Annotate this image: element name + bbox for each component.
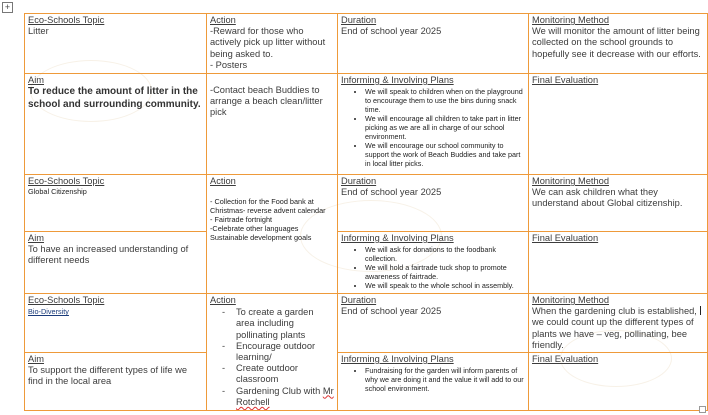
litter-evaluation-cell[interactable] [529, 74, 708, 175]
aim-value: To reduce the amount of litter in the school and surrounding community. [28, 86, 201, 110]
plans-list [341, 87, 525, 168]
monitoring-value: We will monitor the amount of litter being collected on the school grounds to hopefully see it decrease with our efforts. [532, 26, 701, 59]
evaluation-label: Final Evaluation [532, 75, 599, 85]
litter-duration-cell[interactable] [338, 14, 529, 74]
biodiversity-action-cell[interactable] [207, 294, 338, 411]
action-list-item: - Encourage outdoor learning/ [236, 341, 334, 363]
plans-list-item: • We will speak to the whole school in assembly. [365, 281, 525, 290]
topic-value-link[interactable]: Bio-Diversity [28, 307, 69, 317]
topic-value: Global Citizenship [28, 187, 87, 197]
action-list-item: - Create outdoor classroom [236, 363, 334, 385]
global-action-cell[interactable] [207, 175, 338, 294]
global-plans-cell[interactable] [338, 232, 529, 294]
litter-monitoring-cell[interactable] [529, 14, 708, 74]
action-line: Sustainable development goals [210, 233, 312, 243]
plans-list-item: • We will encourage all children to take part in litter picking as we are all in charge of our school environment. [365, 114, 525, 141]
plans-list-item: • We will speak to children when on the playground to encourage them to use the bins during snack time. [365, 87, 525, 114]
topic-label: Eco-Schools Topic [28, 295, 105, 305]
plans-list [341, 245, 525, 290]
evaluation-label: Final Evaluation [532, 354, 599, 365]
aim-label: Aim [28, 233, 45, 243]
action-line: - Fairtrade fortnight [210, 215, 273, 225]
duration-label: Duration [341, 15, 377, 25]
plans-list-item: • We will encourage our school community to support the work of Beach Buddies and take part in local litter picks. [365, 141, 525, 168]
biodiversity-duration-cell[interactable] [338, 294, 529, 353]
action-line: -Contact beach Buddies to arrange a beach clean/litter pick [210, 85, 323, 118]
duration-value: End of school year 2025 [341, 306, 442, 317]
monitoring-text-a: When the gardening club is established, [532, 306, 700, 317]
duration-value: End of school year 2025 [341, 187, 442, 198]
topic-value: Litter [28, 26, 49, 37]
biodiversity-aim-cell[interactable] [25, 353, 207, 411]
litter-topic-cell[interactable] [25, 14, 207, 74]
action-list-item [236, 386, 334, 408]
action-line: - Posters [210, 59, 248, 70]
litter-aim-cell[interactable] [25, 74, 207, 175]
plans-label: Informing & Involving Plans [341, 75, 454, 85]
eco-schools-action-plan-table [24, 13, 708, 411]
global-topic-cell[interactable] [25, 175, 207, 232]
plans-list [341, 366, 525, 393]
monitoring-text-b: we could count up the different types of plants we have – veg, pollinating, bee friendly. [532, 317, 694, 350]
biodiversity-evaluation-cell[interactable] [529, 353, 708, 411]
aim-value: To support the different types of life we find in the local area [28, 365, 188, 387]
plans-list-item: • Fundraising for the garden will inform parents of why we are doing it and the value it will add to our school environment. [365, 366, 525, 393]
table-move-handle-icon[interactable]: + [2, 2, 13, 13]
aim-label: Aim [28, 354, 45, 365]
action-label: Action [210, 176, 236, 186]
plans-label: Informing & Involving Plans [341, 233, 454, 243]
litter-action-lower-cell[interactable] [207, 74, 338, 175]
action-label: Action [210, 295, 236, 305]
action-line: - Collection for the Food bank at Christmas- reverse advent calendar [210, 197, 326, 216]
plans-list-item: • We will ask for donations to the foodbank collection. [365, 245, 525, 263]
biodiversity-plans-cell[interactable] [338, 353, 529, 411]
action-line: -Celebrate other languages [210, 224, 299, 234]
action-line: -Reward for those who actively pick up litter without being asked to. [210, 26, 326, 59]
monitoring-value: We can ask children what they understand about Global citizenship. [532, 187, 683, 209]
duration-value: End of school year 2025 [341, 26, 442, 37]
monitoring-label: Monitoring Method [532, 176, 609, 186]
plans-label: Informing & Involving Plans [341, 354, 454, 365]
biodiversity-topic-cell[interactable] [25, 294, 207, 353]
aim-label: Aim [28, 75, 45, 85]
monitoring-label: Monitoring Method [532, 295, 609, 305]
table-resize-handle[interactable] [699, 406, 706, 413]
duration-label: Duration [341, 176, 377, 186]
litter-plans-cell[interactable] [338, 74, 529, 175]
global-evaluation-cell[interactable] [529, 232, 708, 294]
monitoring-value [532, 306, 704, 351]
global-duration-cell[interactable] [338, 175, 529, 232]
global-monitoring-cell[interactable] [529, 175, 708, 232]
action-label: Action [210, 15, 236, 25]
biodiversity-monitoring-cell[interactable] [529, 294, 708, 353]
litter-action-cell[interactable] [207, 14, 338, 74]
action-list-item: - To create a garden area including pollinating plants [236, 307, 334, 341]
text-cursor [700, 306, 701, 315]
action-list [210, 307, 334, 408]
evaluation-label: Final Evaluation [532, 233, 599, 243]
aim-value: To have an increased understanding of different needs [28, 244, 189, 266]
duration-label: Duration [341, 295, 377, 305]
monitoring-label: Monitoring Method [532, 15, 609, 25]
plans-list-item: • We will hold a fairtrade tuck shop to promote awareness of fairtrade. [365, 263, 525, 281]
action-item-text: Gardening Club with [236, 385, 323, 396]
global-aim-cell[interactable] [25, 232, 207, 294]
topic-label: Eco-Schools Topic [28, 15, 105, 25]
teacher-name: Mr Rotchell [236, 385, 334, 407]
topic-label: Eco-Schools Topic [28, 176, 105, 186]
